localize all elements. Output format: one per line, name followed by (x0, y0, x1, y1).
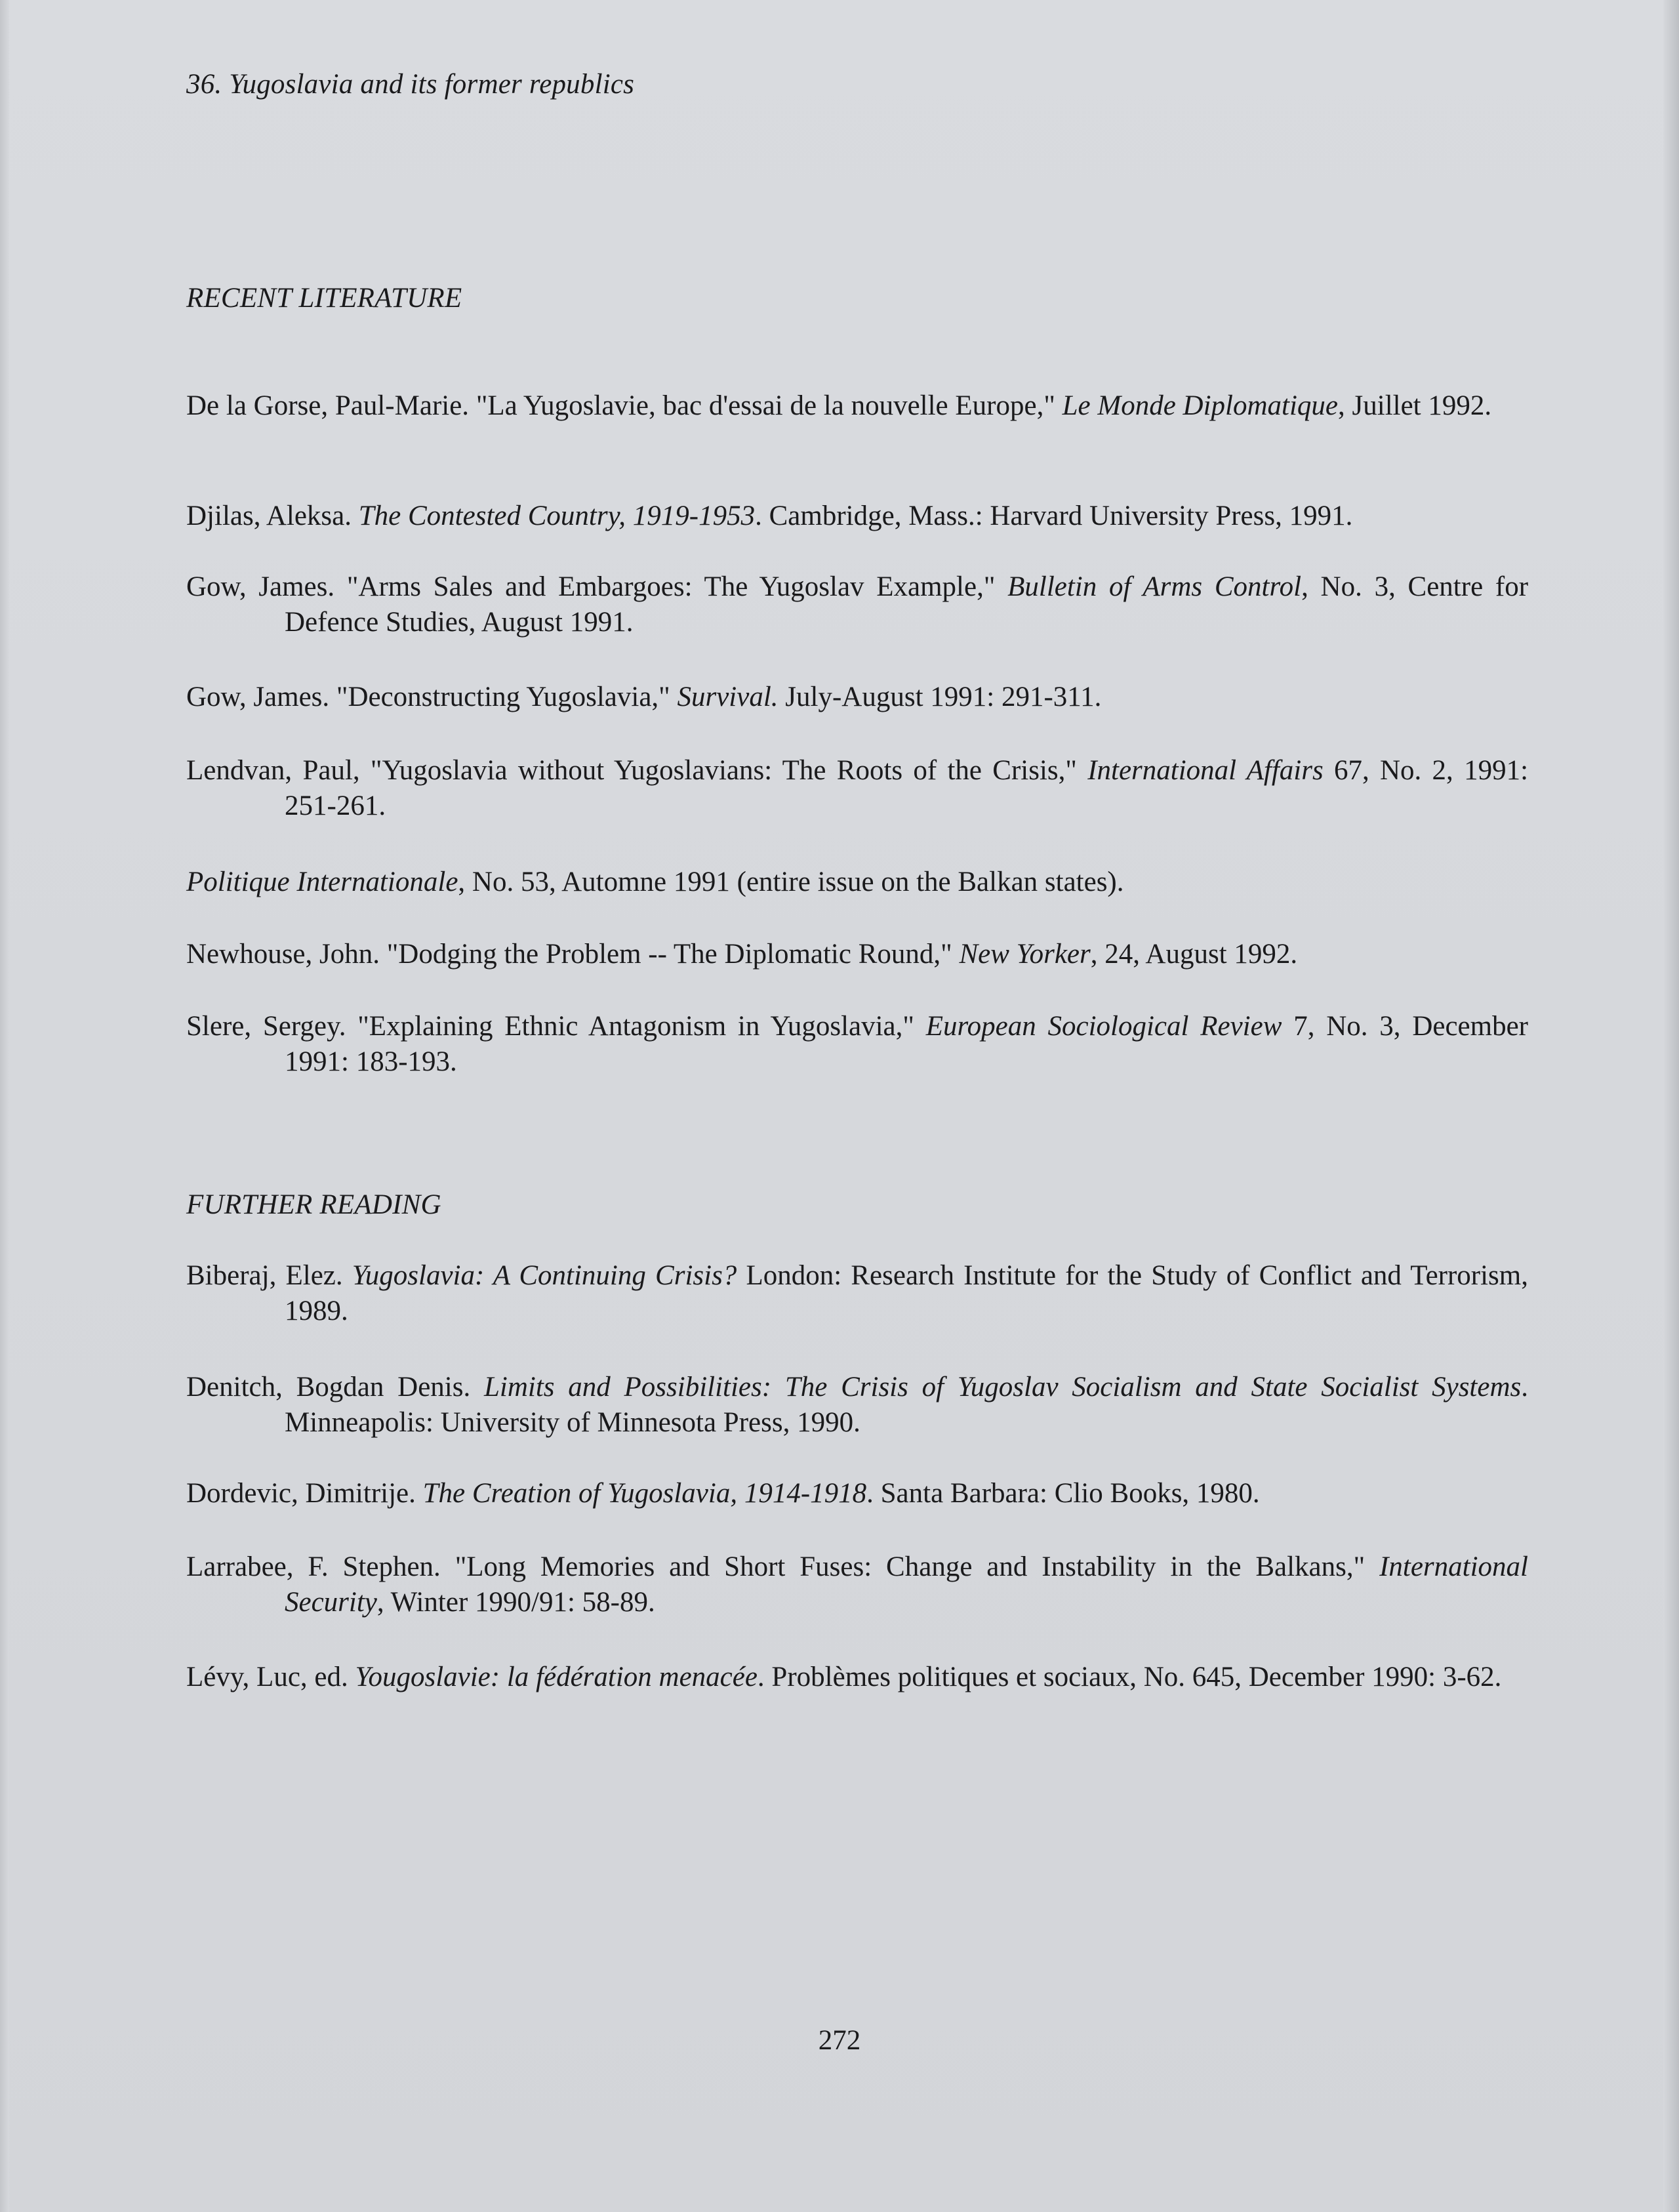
entry-author: Biberaj, Elez. (186, 1260, 352, 1291)
bibliography-entry (186, 388, 1528, 424)
entry-details: July-August 1991: 291-311. (778, 682, 1102, 712)
entry-details: , 24, August 1992. (1090, 939, 1298, 970)
entry-journal: Limits and Possibilities: The Crisis of Yugoslav Socialism and State Socialist Systems (483, 1372, 1522, 1403)
section-heading-recent-literature: RECENT LITERATURE (186, 283, 462, 314)
entry-author: Djilas, Aleksa. (186, 501, 359, 531)
bibliography-entry (186, 569, 1528, 640)
entry-author: Larrabee, F. Stephen. (186, 1551, 455, 1582)
bibliography-entry (186, 1258, 1528, 1329)
running-head: 36. Yugoslavia and its former republics (186, 69, 635, 100)
bibliography-entry (186, 865, 1528, 900)
bibliography-entry (186, 1660, 1528, 1695)
bibliography-entry (186, 680, 1528, 715)
entry-title: "Deconstructing Yugoslavia," (336, 682, 678, 712)
entry-author: Dordevic, Dimitrije. (186, 1478, 423, 1509)
entry-details: 7, No. 3, December 1991: 183-193. (285, 1011, 1528, 1077)
entry-author: Gow, James. (186, 571, 347, 602)
entry-details: . Problèmes politiques et sociaux, No. 645, December 1990: 3-62. (757, 1662, 1502, 1692)
entry-journal: International Affairs (1087, 755, 1324, 786)
entry-journal: Yugoslavia: A Continuing Crisis? (352, 1260, 737, 1291)
entry-author: Gow, James. (186, 682, 336, 712)
entry-author: Denitch, Bogdan Denis. (186, 1372, 484, 1403)
entry-author: Slere, Sergey. (186, 1011, 358, 1042)
entry-title: "Dodging the Problem -- The Diplomatic Round," (386, 939, 960, 970)
entry-journal: International Security (285, 1551, 1528, 1618)
bibliography-entry (186, 499, 1528, 534)
entry-journal: Bulletin of Arms Control (1007, 571, 1302, 602)
entry-details: , No. 53, Automne 1991 (entire issue on the Balkan states). (458, 867, 1124, 897)
bibliography-entry (186, 1370, 1528, 1441)
entry-journal: The Contested Country, 1919-1953 (358, 501, 756, 531)
entry-details: , Juillet 1992. (1338, 390, 1492, 421)
entry-journal: Le Monde Diplomatique (1062, 390, 1339, 421)
entry-author: Lendvan, Paul, (186, 755, 371, 786)
entry-journal: Yougoslavie: la fédération menacée (355, 1662, 758, 1692)
page-edge-left (0, 0, 9, 2212)
entry-details: . Minneapolis: University of Minnesota Press, 1990. (285, 1372, 1528, 1438)
entry-journal: Politique Internationale (186, 867, 458, 897)
entry-title: "Explaining Ethnic Antagonism in Yugoslavia," (357, 1011, 926, 1042)
entry-details: . Cambridge, Mass.: Harvard University Press, 1991. (755, 501, 1353, 531)
entry-title: "La Yugoslavie, bac d'essai de la nouvelle Europe," (475, 390, 1062, 421)
entry-journal: European Sociological Review (925, 1011, 1282, 1042)
bibliography-entry (186, 1476, 1528, 1511)
entry-details: London: Research Institute for the Study of Conflict and Terrorism, 1989. (285, 1260, 1528, 1326)
entry-details: . Santa Barbara: Clio Books, 1980. (866, 1478, 1260, 1509)
page-number: 272 (818, 2025, 861, 2056)
entry-details: 67, No. 2, 1991: 251-261. (285, 755, 1529, 821)
bibliography-entry (186, 753, 1528, 824)
entry-details: , Winter 1990/91: 58-89. (376, 1587, 655, 1618)
entry-title: "Arms Sales and Embargoes: The Yugoslav Example," (346, 571, 1008, 602)
bibliography-entry (186, 1009, 1528, 1080)
entry-title: "Long Memories and Short Fuses: Change and Instability in the Balkans," (455, 1551, 1380, 1582)
section-heading-further-reading: FURTHER READING (186, 1189, 441, 1220)
entry-journal: Survival. (677, 682, 779, 712)
entry-details: , No. 3, Centre for Defence Studies, August 1991. (285, 571, 1529, 638)
bibliography-entry (186, 1549, 1528, 1620)
page-edge-right (1663, 0, 1679, 2212)
entry-author: Newhouse, John. (186, 939, 387, 970)
entry-title: "Yugoslavia without Yugoslavians: The Roots of the Crisis," (370, 755, 1088, 786)
bibliography-entry (186, 937, 1528, 972)
entry-author: Lévy, Luc, ed. (186, 1662, 355, 1692)
entry-journal: New Yorker (959, 939, 1091, 970)
entry-author: De la Gorse, Paul-Marie. (186, 390, 476, 421)
entry-journal: The Creation of Yugoslavia, 1914-1918 (422, 1478, 867, 1509)
